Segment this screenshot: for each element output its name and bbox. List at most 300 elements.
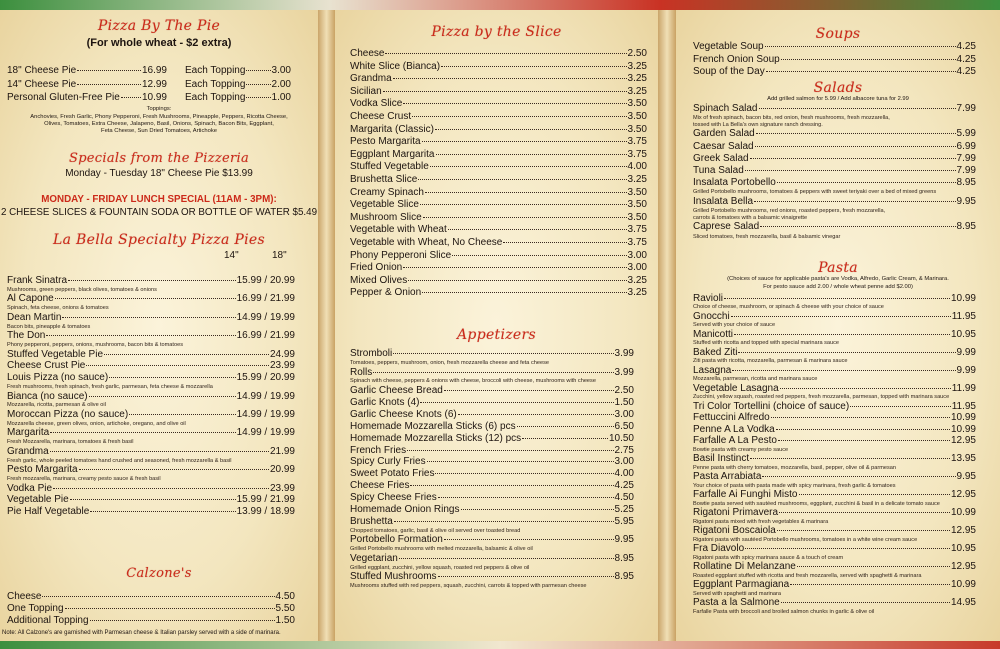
item-name: Rollatine Di Melanzane [693,561,796,573]
pasta-row [693,329,976,340]
slice-row [350,98,647,111]
item-price: 20.99 [269,464,295,476]
salad-row [693,141,976,153]
item-name: Creamy Spinach [350,186,424,198]
dot-leader [423,217,627,218]
item-price: 3.50 [627,199,647,211]
slice-row [350,250,647,263]
item-price: 3.25 [627,60,647,72]
dot-leader [90,511,235,512]
item-name: Pasta Arrabiata [693,471,762,483]
specialty-pie-row [7,349,295,361]
appetizer-row [350,367,634,379]
item-price: 5.99 [956,128,976,140]
item-name: Vodka Pie [7,482,53,494]
dot-leader [756,133,956,134]
dot-leader [745,548,950,549]
slice-row [350,61,647,74]
dot-leader [425,192,627,193]
slice-row [350,287,647,300]
dot-leader [77,84,141,85]
dot-leader [420,204,627,205]
item-price: 14.99 / 19.99 [236,427,295,439]
dot-leader [517,426,614,427]
pasta-row [693,365,976,376]
appetizer-row [350,397,634,409]
slice-row [350,149,647,162]
item-name: Basil Instinct [693,453,750,465]
calzone-list [7,591,295,628]
item-price: 21.99 [269,445,295,457]
item-price: 14.99 / 19.99 [236,311,295,323]
item-name: Each Topping [185,65,246,76]
slice-row [350,199,647,212]
calzone-row [7,615,295,627]
item-name: Stuffed Vegetable Pie [7,348,104,360]
calzone-title: Calzone's [126,566,192,581]
specialty-pie-row [7,506,295,518]
item-name: Spinach Salad [693,103,758,114]
specialty-title: La Bella Specialty Pizza Pies [53,232,265,248]
pie-price-list [7,65,299,106]
item-price: 9.95 [614,534,634,546]
item-price: 1.50 [275,615,295,627]
item-price: 4.25 [614,480,634,492]
dot-leader [731,316,951,317]
pasta-row [693,435,976,446]
item-name: Vegetarian [350,552,398,564]
pasta-row [693,561,976,572]
item-name: Moroccan Pizza (no sauce) [7,408,129,420]
dot-leader [50,451,269,452]
dot-leader [444,390,614,391]
item-price: 3.75 [627,148,647,160]
item-price: 1.50 [614,396,634,408]
toppings-list [0,114,318,134]
specialty-pie-row [7,391,295,403]
calzone-row [7,603,295,615]
specialty-pie-row [7,312,295,324]
item-name: Sweet Potato Fries [350,468,435,480]
item-name: Portobello Formation [350,534,443,546]
item-name: Cheese Crust [350,110,412,122]
item-price: 7.99 [956,165,976,176]
item-price: 10.99 [950,423,976,435]
appetizer-row [350,480,634,492]
item-price: 13.95 [950,453,976,465]
dot-leader [68,280,236,281]
dot-leader [755,146,956,147]
pie-row [7,65,299,78]
item-price: 3.50 [627,110,647,122]
dot-leader [246,97,270,98]
pasta-desc: Bowtie pasta served with sautéed mushrooms, eggplant, zucchini & basil in a delicate tomato sauce [693,500,940,507]
appetizer-desc: Mushrooms stuffed with red peppers, squash, zucchini, carrots & topped with parmesan cheese [350,583,587,590]
pasta-row [693,543,976,554]
dot-leader [422,141,627,142]
item-price: 8.95 [614,552,634,564]
dot-leader [89,396,236,397]
specials-title: Specials from the Pizzeria [68,151,250,166]
middle-menu-panel [335,10,658,641]
appetizer-desc: Tomatoes, peppers, mushroom, onion, fresh mozzarella cheese and feta cheese [350,359,549,366]
pie-row [7,92,299,105]
dot-leader [246,70,270,71]
item-price: 3.99 [614,366,634,378]
dot-leader [55,298,236,299]
item-price: 10.50 [608,432,634,444]
salad-list [693,103,976,240]
pasta-title: Pasta [818,260,858,276]
item-price: 3.00 [627,262,647,274]
specialty-list [7,275,295,518]
item-price: 10.99 [950,507,976,519]
dot-leader [750,158,956,159]
pasta-row [693,525,976,536]
item-name: Pesto Margarita [350,136,421,148]
item-name: French Onion Soup [693,53,780,65]
item-name: Margarita [7,427,50,439]
dot-leader [797,566,950,567]
item-name: Farfalle A La Pesto [693,435,777,447]
item-price: 3.25 [627,85,647,97]
item-name: Garlic Cheese Knots (6) [350,408,457,420]
slice-row [350,262,647,275]
slice-row [350,212,647,225]
item-name: Bianca (no sauce) [7,390,88,402]
item-name: Dean Martin [7,311,62,323]
dot-leader [458,414,614,415]
slice-row [350,111,647,124]
item-price: 3.25 [627,274,647,286]
dot-leader [90,620,275,621]
dot-leader [778,440,950,441]
dot-leader [422,292,626,293]
dot-leader [394,521,614,522]
item-name: The Don [7,330,46,342]
lunch-special-line: 2 CHEESE SLICES & FOUNTAIN SODA OR BOTTLE OF WATER $5.49 [0,207,318,218]
item-name: Homemade Mozzarella Sticks (12) pcs [350,432,522,444]
item-price: 3.00 [627,249,647,261]
item-price: 3.25 [627,173,647,185]
specialty-pie-desc: Mushrooms, green peppers, black olives, tomatoes & onions [7,286,157,293]
dot-leader [79,469,269,470]
item-name: Personal Gluten-Free Pie [7,92,120,103]
specialty-pie-row [7,494,295,506]
item-name: Additional Topping [7,615,89,627]
appetizer-row [350,421,634,433]
pasta-note-2: For pesto sauce add 2.00 / whole wheat penne add $2.00) [763,284,913,290]
dot-leader [86,365,269,366]
whole-wheat-note: (For whole wheat - $2 extra) [86,37,232,49]
item-price: 8.95 [956,221,976,233]
item-price: 3.25 [627,73,647,85]
item-price: 3.00 [614,456,634,468]
size-18-label: 18" [272,250,287,261]
item-price: 3.25 [627,287,647,299]
appetizer-row [350,409,634,421]
item-price: 10.99 [950,579,976,591]
item-name: Insalata Portobello [693,177,776,189]
item-price: 6.99 [956,140,976,152]
appetizer-row [350,534,634,546]
dot-leader [246,84,270,85]
appetizer-row [350,385,634,397]
pasta-desc: Choice of cheese, mushroom, or spinach & cheese with your choice of sauce [693,304,884,311]
left-menu-panel [0,10,318,641]
pasta-desc: Your choice of pasta with pasta made with spicy marinara, fresh garlic & tomatoes [693,482,896,489]
soup-row [693,66,976,79]
item-price: 11.95 [951,401,976,412]
dot-leader [435,473,613,474]
appetizer-row [350,445,634,457]
calzone-row [7,591,295,603]
item-name: Insalata Bella [693,196,754,207]
item-name: Stuffed Mushrooms [350,571,437,583]
item-price: 4.25 [956,53,976,65]
appetizer-row [350,571,634,583]
topping-price-row [185,92,291,105]
item-price: 5.95 [614,515,634,527]
pasta-desc: Rigatoni pasta with sautéed Portobello mushrooms, tomatoes in a white wine cream sauce [693,536,918,543]
item-name: Spicy Curly Fries [350,456,426,468]
specialty-pie-row [7,427,295,439]
pie-price-row [7,65,167,78]
item-price: 1.00 [271,92,291,103]
dot-leader [777,182,956,183]
item-price: 12.95 [950,489,976,501]
slice-section-title: Pizza by the Slice [431,24,562,40]
dot-leader [385,53,626,54]
item-name: Brushetta [350,515,393,527]
dot-leader [503,242,626,243]
item-name: Vegetable Pie [7,494,69,506]
item-price: 15.99 / 20.99 [236,372,295,384]
appetizer-desc: Grilled Portobello mushrooms with melted mozzarella, balsamic & olive oil [350,546,533,553]
item-price: 12.95 [950,525,976,537]
soup-list [693,41,976,79]
item-name: Sicilian [350,85,382,97]
pasta-desc: Mozzarella, parmesan, ricotta and marinara sauce [693,376,818,383]
dot-leader [754,201,955,202]
dot-leader [393,78,627,79]
item-name: Each Topping [185,78,246,90]
appetizer-row [350,433,634,445]
item-name: French Fries [350,444,407,456]
item-price: 14.95 [950,597,976,609]
item-name: Rigatoni Boscaiola [693,525,776,537]
item-name: Phony Pepperoni Slice [350,249,452,261]
specialty-pie-desc: Mozzarella, ricotta, parmesan & olive oil [7,402,106,409]
soup-row [693,41,976,54]
item-name: Stromboli [350,348,393,359]
salad-desc: tossed with La Bella's own signature ranch dressing. [693,121,823,128]
item-price: 16.99 / 21.99 [236,330,295,342]
item-name: Baked Ziti [693,347,738,358]
pasta-row [693,293,976,304]
pie-row [7,79,299,92]
item-price: 10.95 [950,543,976,555]
pasta-row [693,453,976,464]
slice-row [350,136,647,149]
item-name: Fettuccini Alfredo [693,412,770,424]
salad-desc: Grilled Portobello mushrooms, tomatoes & peppers with sweet teriyaki over a bed of mixed greens [693,189,937,196]
dot-leader [850,406,951,407]
item-name: Cheese Crust Pie [7,360,86,372]
dot-leader [50,432,235,433]
item-price: 23.99 [269,360,295,372]
pie-price-row [7,79,167,92]
item-name: Tuna Salad [693,165,744,176]
pasta-row [693,471,976,482]
specialty-pie-desc: Phony pepperoni, peppers, onions, mushrooms, bacon bits & tomatoes [7,341,183,348]
dot-leader [790,584,950,585]
item-name: Margarita (Classic) [350,123,434,135]
salad-desc: carrots & tomatoes with a balsamic vinaigrette [693,214,808,221]
item-price: 9.99 [956,347,976,358]
dot-leader [438,576,614,577]
dot-leader [412,116,626,117]
item-price: 12.95 [950,435,976,447]
item-name: 18" Cheese Pie [7,65,77,76]
appetizer-title: Appetizers [457,327,536,343]
item-price: 4.25 [956,66,976,78]
item-price: 4.50 [614,492,634,504]
item-name: Garden Salad [693,128,755,140]
dot-leader [42,596,274,597]
item-price: 3.50 [627,98,647,110]
slice-row [350,48,647,61]
pasta-desc: Stuffed with ricotta and topped with special marinara sauce [693,340,840,347]
item-price: 7.99 [956,103,976,114]
item-name: Cheese [7,591,42,602]
item-name: Vegetable Slice [350,199,419,211]
item-price: 16.99 [141,65,167,76]
dot-leader [765,46,956,47]
right-menu-panel [676,10,1000,641]
pasta-row [693,383,976,394]
toppings-line: Anchovies, Fresh Garlic, Phony Pepperoni, Fresh Mushrooms, Pineapple, Peppers, Ricotta Cheese, [30,114,288,120]
dot-leader [522,438,608,439]
specialty-pie-row [7,446,295,458]
dot-leader [399,558,614,559]
item-name: Ravioli [693,293,724,304]
specialty-pie-desc: Fresh mozzarella, marinara, creamy pesto sauce & fresh basil [7,475,161,482]
item-price: 10.99 [950,293,976,304]
appetizer-row [350,468,634,480]
dot-leader [448,229,627,230]
topping-price-row [185,65,291,78]
item-name: Garlic Knots (4) [350,396,420,408]
specialty-pie-row [7,330,295,342]
appetizer-row [350,492,634,504]
pasta-desc: Roasted eggplant stuffed with ricotta and fresh mozzarella, served with spaghetti & marinara [693,572,922,579]
dot-leader [408,280,626,281]
dot-leader [436,154,627,155]
dot-leader [373,372,613,373]
salad-row [693,153,976,165]
pasta-desc: Ziti pasta with ricotta, mozzarella, parmesan & marinara sauce [693,358,848,365]
appetizer-list [350,348,634,590]
dot-leader [53,488,269,489]
dot-leader [403,267,626,268]
specialty-pie-desc: Fresh garlic, whole peeled tomatoes hand crushed and seasoned, fresh mozzarella & basil [7,457,232,464]
dot-leader [762,476,955,477]
salad-desc: Sliced tomatoes, fresh mozzarella, basil & balsamic vinegar [693,233,841,240]
dot-leader [771,417,950,418]
dot-leader [776,429,950,430]
dot-leader [780,388,951,389]
dot-leader [444,539,614,540]
specialty-pie-row [7,464,295,476]
item-name: Penne A La Vodka [693,423,775,435]
toppings-label: Toppings: [146,106,172,112]
slice-row [350,73,647,86]
appetizer-desc: Spinach with cheese, peppers & onions with cheese, broccoli with cheese, mushrooms with cheese [350,378,596,385]
pasta-row [693,489,976,500]
item-price: 10.99 [950,412,976,424]
item-price: 15.99 / 21.99 [236,494,295,506]
item-name: Grandma [7,445,49,457]
appetizer-row [350,456,634,468]
dot-leader [410,485,613,486]
salad-desc: Mix of fresh spinach, bacon bits, red onion, fresh mushrooms, fresh mozzarella, [693,115,890,122]
dot-leader [724,298,950,299]
item-price: 15.99 / 20.99 [236,275,295,286]
item-name: 14" Cheese Pie [7,78,77,90]
dot-leader [104,354,269,355]
specialty-pie-desc: Spinach, feta cheese, onions & tomatoes [7,305,109,312]
pasta-row [693,424,976,435]
slice-row [350,237,647,250]
item-price: 3.75 [627,136,647,148]
item-price: 10.99 [141,92,167,103]
pasta-row [693,347,976,358]
toppings-line: Feta Cheese, Sun Dried Tomatoes, Artichoke [101,127,217,134]
calzone-note: Note: All Calzone's are garnished with Parmesan cheese & Italian parsley served with a side of marinara. [2,630,281,636]
lunch-special-title: MONDAY - FRIDAY LUNCH SPECIAL (11AM - 3PM): [41,194,277,205]
item-price: 8.95 [956,177,976,189]
appetizer-desc: Chopped tomatoes, garlic, basil & olive oil served over toasted bread [350,527,521,534]
item-name: Pesto Margarita [7,464,78,476]
salad-desc: Grilled Portobello mushrooms, red onions, roasted peppers, fresh mozzarella, [693,208,886,215]
dot-leader [109,377,235,378]
salad-row [693,221,976,233]
item-price: 2.50 [627,48,647,59]
dot-leader [121,97,141,98]
item-price: 12.99 [141,78,167,90]
dot-leader [430,166,627,167]
item-name: Homemade Mozzarella Sticks (6) pcs [350,420,516,432]
pasta-desc: Rigatoni pasta mixed with fresh vegetables & marinara [693,518,829,525]
item-price: 16.99 / 21.99 [236,293,295,305]
item-price: 4.25 [956,41,976,52]
dot-leader [441,66,627,67]
item-price: 8.95 [614,571,634,583]
item-name: Fried Onion [350,262,403,274]
slice-list [350,48,647,300]
specialty-pie-desc: Bacon bits, pineapple & tomatoes [7,323,91,330]
item-name: Manicotti [693,329,734,340]
appetizer-row [350,348,634,360]
dot-leader [452,255,626,256]
item-price: 9.95 [956,196,976,207]
dot-leader [781,602,950,603]
item-name: Pie Half Vegetable [7,506,90,518]
item-name: Mixed Olives [350,274,408,286]
item-name: Rolls [350,366,373,378]
item-price: 4.50 [275,591,295,602]
